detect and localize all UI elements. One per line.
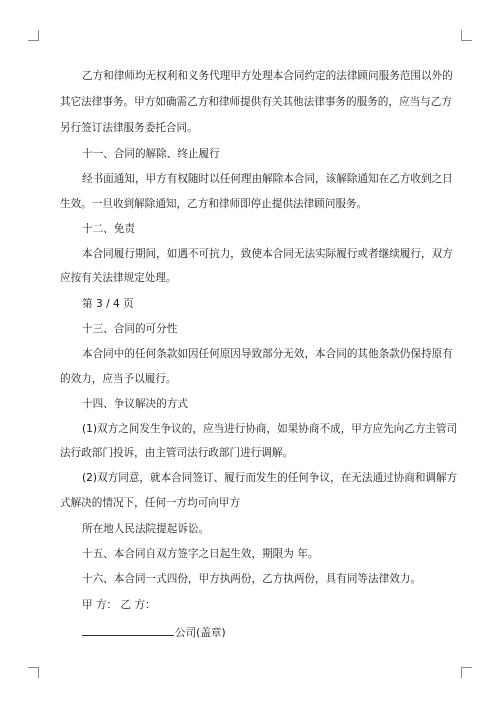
paragraph-line: 法行政部门投诉，由主管司法行政部门进行调解。 — [60, 447, 294, 459]
paragraph-line: (2)双方同意，就本合同签订、履行而发生的任何争议，在无法通过协商和调解方 — [82, 472, 458, 484]
section-heading: 十一、合同的解除、终止履行 — [82, 148, 220, 160]
party-labels: 甲 方： 乙 方： — [82, 599, 156, 611]
paragraph-line: 生效。一旦收到解除通知，乙方和律师即停止提供法律顾问服务。 — [60, 198, 368, 210]
crop-mark-top-right — [461, 30, 472, 41]
section-heading: 十二、免责 — [82, 223, 135, 235]
paragraph-line: (1)双方之间发生争议的，应当进行协商，如果协商不成，甲方应先向乙方主管司 — [82, 423, 458, 435]
signature-line — [82, 624, 472, 640]
paragraph-line: 本合同履行期间，如遇不可抗力，致使本合同无法实际履行或者继续履行，双方 — [82, 248, 453, 260]
paragraph-line: 所在地人民法院提起诉讼。 — [82, 523, 210, 535]
paragraph-line: 应按有关法律规定处理。 — [60, 272, 177, 284]
crop-mark-bottom-left — [28, 667, 39, 678]
signature-suffix: 公司(盖章) — [175, 627, 226, 639]
paragraph-line: 十六、本合同一式四份，甲方执两份，乙方执两份，具有同等法律效力。 — [82, 573, 421, 585]
paragraph-line: 的效力，应当予以履行。 — [60, 373, 177, 385]
paragraph-line: 乙方和律师均无权利和义务代理甲方处理本合同约定的法律顾问服务范围以外的 — [82, 70, 453, 82]
section-heading: 十三、合同的可分性 — [82, 323, 178, 335]
section-heading: 十四、争议解决的方式 — [82, 398, 188, 410]
paragraph-line: 经书面通知，甲方有权随时以任何理由解除本合同，该解除通知在乙方收到之日 — [82, 173, 453, 185]
paragraph-line: 其它法律事务。甲方如确需乙方和律师提供有关其他法律事务的服务的，应当与乙方 — [60, 96, 452, 108]
page-number: 第 3 / 4 页 — [82, 298, 134, 310]
paragraph-line: 本合同中的任何条款如因任何原因导致部分无效，本合同的其他条款仍保持原有 — [82, 348, 453, 360]
signature-blank — [82, 624, 174, 636]
paragraph-line: 另行签订法律服务委托合同。 — [60, 122, 198, 134]
paragraph-line: 十五、本合同自双方签字之日起生效，期限为 年。 — [82, 548, 319, 560]
paragraph-line: 式解决的情况下，任何一方均可向甲方 — [60, 497, 241, 509]
crop-mark-top-left — [28, 30, 39, 41]
crop-mark-bottom-right — [461, 667, 472, 678]
